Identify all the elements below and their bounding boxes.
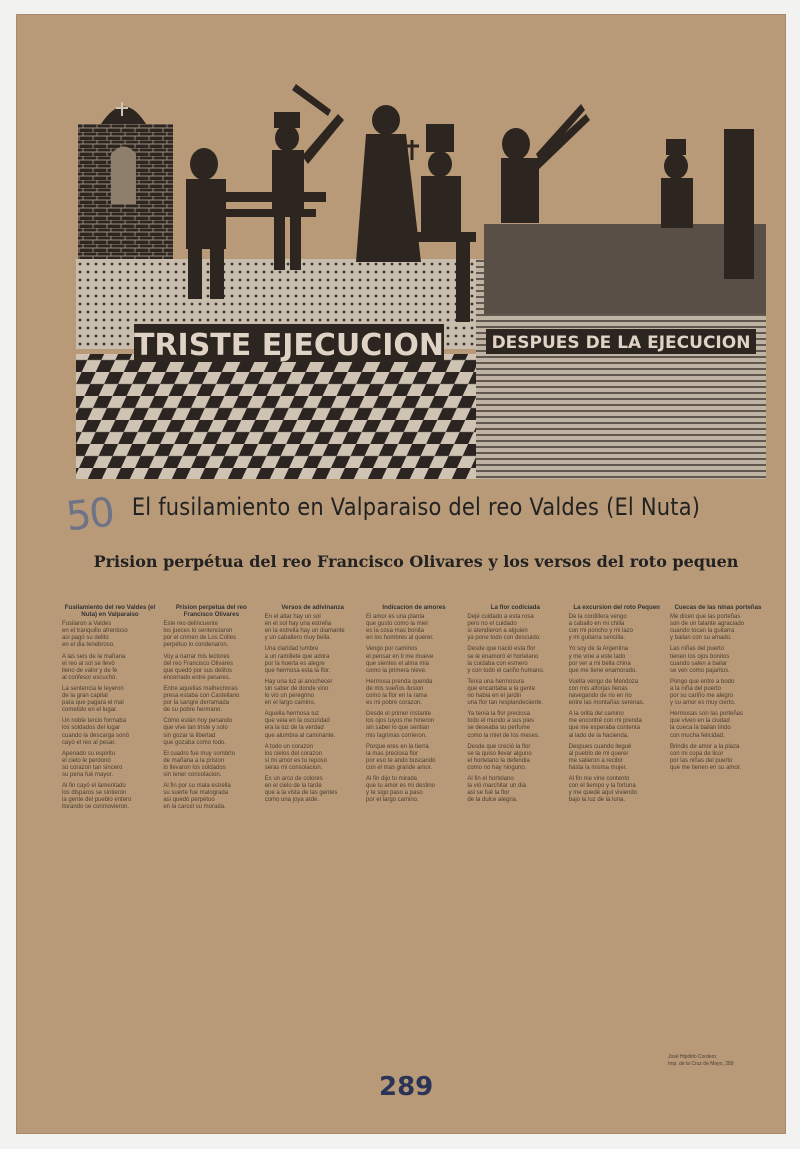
stanza: A todo un corazon los cielos del corazon si mi amor es tu reposo seras mi consolacion.: [264, 743, 328, 771]
woodcut-caption-left: TRISTE EJECUCION: [133, 328, 445, 363]
stanza: Entre aquellas malhechoras presa estaba con Castellano por la sangre derramada de su pobre hermano.: [163, 685, 240, 714]
stanza: Un noble tercio formaba los soldados del lugar cuando la descarga sonó cayó el reo al pesar.: [62, 718, 130, 746]
broadside-sheet: [16, 14, 786, 1134]
stanza: Hay una luz al anochecer sin saber de donde vino lo vió un peregrino en el largo camino.: [264, 678, 333, 707]
stanza: El amor es una planta que gusto como la miel es la cosa mas bonita en los hombres al querer.: [365, 614, 434, 642]
imprint-footer: [668, 1054, 768, 1068]
stanza: Vuelta vengo de Mendoza con mis alforjas llenas navegando de rio en rio entre las montañas serenas.: [568, 678, 645, 707]
stanza: Despues cuando llegué al pueblo de mi querer me salieron a recibir hasta la misma mujer.: [568, 743, 632, 771]
stanza: Aquella hermosa luz que veia en la oscuridad era la luz de la verdad que alumbra al caminante.: [264, 711, 336, 739]
stanza: De la cordillera vengo a caballo en mi chilla con mi poncho y mi lazo y mi guitarra sencilla.: [568, 614, 634, 642]
stanza: Voy a narrar mis lectores del reo Francisco Olivares que quedó por sus delitos encerrado entre pesares.: [163, 653, 234, 681]
stanza: Brindis de amor a la plaza con mi copa de licor por las niñas del puerto que me tienen en su amor.: [669, 743, 742, 771]
stanza: Porque eres en la tierra la mas preciosa flor por eso te ando buscando con el mas grande amor.: [365, 743, 436, 771]
stanza: Ya tenía la flor preciosa todo el mundo a sus pies se deseaba su perfume como la miel de los meses.: [467, 711, 540, 739]
stanza: Es un arco de colores en el cielo de la tarde que a la vista de las gentes como una joya arde.: [264, 775, 338, 804]
printer-imprint: Imp. de la Cruz de Mayo, 289: [668, 1061, 734, 1067]
verse-column: [366, 604, 462, 1064]
author-signature: José Hipólito Cordero: [668, 1054, 717, 1060]
verse-column: [62, 604, 158, 1064]
verse-column: [670, 604, 766, 1064]
handwritten-folio: 50: [63, 489, 116, 541]
column-heading: Prision perpetua del reo Francisco Olivares: [175, 604, 247, 619]
stanza: Este reo delincuente los jueces lo sentenciaron por el crimen de Los Colles perpétuo lo condenaron.: [163, 621, 237, 649]
verse-column: [467, 604, 563, 1064]
stanza: La sentencia le leyeron de la gran capital para que pagara el mal cometido en el lugar.: [62, 685, 124, 714]
stanza: Cómo están hoy penando que vive tan triste y solo sin gozar la libertad que gozaba como todo.: [163, 718, 233, 746]
stanza: Al fin cayó el lamentado los disparos se sintieron la gente del pueblo entero llorando se conmovieron.: [62, 783, 132, 811]
stanza: Una claridad lumbre a un ramillete que adora por la huerta es alegre que hermosa esta la flor.: [264, 646, 331, 674]
stanza: A la orilla del camino me encontré con mi prenda que me esperaba contenta al lado de la hacienda.: [568, 711, 642, 739]
stanza: Pongo que entre a bodo a la niña del puerto por su cariño me alegro y su amor es muy cierto.: [669, 678, 736, 707]
stanza: El cuadro fue muy sombrío de mañana a la prision lo llevaron los soldados sin tener consolacion.: [163, 750, 236, 778]
verse-column: [265, 604, 361, 1064]
handwritten-page-number: 289: [379, 1072, 434, 1102]
column-heading: Indicacion de amores: [382, 604, 446, 611]
column-heading: Cuecas de las ninas porteñas: [674, 604, 762, 611]
stanza: Hermosa prenda querida de mis sueños ilusion como la flor en la rama es mi pobre corazon.: [365, 678, 433, 707]
column-heading: La flor codiciada: [490, 604, 540, 611]
stanza: Desde el primer instante los ojos tuyos me hirieron sin saber lo que sentian mis lagrimas corrieron.: [365, 711, 435, 739]
stanza: Al fin por su mala estrella su suerte fue malograda asi quedó perpétuo en la carcel su morada.: [163, 783, 231, 811]
woodcut-caption-right: DESPUES DE LA EJECUCION: [491, 333, 751, 353]
column-heading: La excursion del roto Pequen: [573, 604, 660, 611]
main-title: El fusilamiento en Valparaiso del reo Valdes (El Nuta): [131, 493, 701, 521]
stanza: Me dicen que las porteñas son de un talante agraciado cuando tocan la guitarra y bailan con su amado.: [669, 614, 745, 642]
woodcut-illustration: [76, 84, 766, 479]
stanza: Las niñas del puerto tienen los ojos bonitos cuando salen a bailar se ven como pajaritos.: [669, 646, 730, 674]
stanza: Dejé cuidado a esta rosa pero no el cuidado si atendieron a alguien ya pone todo con descuido.: [467, 614, 541, 642]
stanza: Desde que nació esta flor se le enamoró el hortelano la cuidaba con esmero y con todo el cariño humano.: [467, 646, 545, 674]
column-heading: Fusilamiento del reo Valdes (el Nuta) en Valparaiso: [64, 604, 156, 619]
stanza: Vengo por caminos el pensar en ti me mueve que sientes el alma mia como la primera nieve.: [365, 646, 434, 674]
stanza: A las seis de la mañana el reo al sol se llevó lleno de valor y de fe al confesor escuchó.: [62, 653, 126, 681]
stanza: Desde que creció la flor se la quiso llevar alguno el hortelano la defendia como no hay ninguno.: [467, 743, 532, 771]
stanza: Hermosas son las porteñas que viven en la ciudad la cueca la bailan lindo con mucha felicidad.: [669, 711, 744, 739]
subtitle: Prision perpétua del reo Francisco Olivares y los versos del roto pequen: [93, 552, 739, 571]
verse-column: [569, 604, 665, 1064]
stanza: Al fin dijo tu mirada que tu amor es mi destino y te sigo paso a paso por el largo camino.: [365, 775, 436, 804]
verse-column: [163, 604, 259, 1064]
stanza: Al fin el hortelano la vió marchitar un dia asi se fué la flor de la dulce alegria.: [467, 775, 527, 804]
stanza: Fusilaron a Valdes en el tranquillo afrentoso asi pagó su delito en el dia tenebroso.: [62, 621, 128, 649]
stanza: Apenado su espiritu el cielo le perdonó su corazon tan sincero su pena fué mayor.: [62, 750, 123, 778]
stanza: Tenía una hermosura que encantaba a la gente no habia en el jardin una flor tan resplandeciente.: [467, 678, 544, 707]
stanza: En el altar hay un sol en el sol hay una estrella en la estrella hay un diamante y un caballero muy bella.: [264, 614, 345, 642]
verse-columns: [62, 604, 766, 1064]
stanza: Al fin me vine contento con el tiempo y la fortuna y me quedé aquí viviendo bajo la luz de la luna.: [568, 775, 638, 804]
column-heading: Versos de adivinanza: [281, 604, 344, 611]
stanza: Yo soy de la Argentina y me vine a este lado por ver a mi bella china que me tiene enamorado.: [568, 646, 638, 674]
